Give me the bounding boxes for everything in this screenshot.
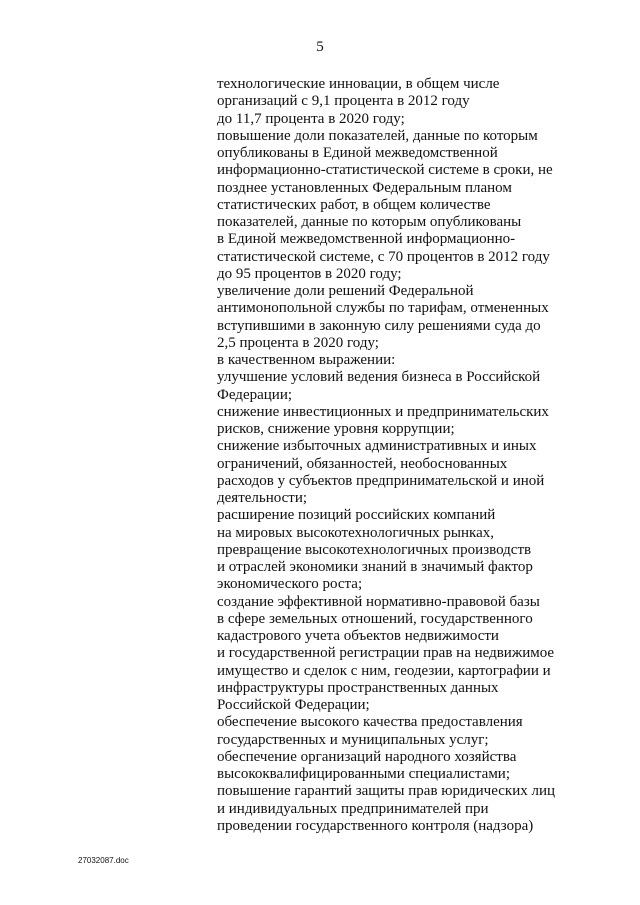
- footer-filename: 27032087.doc: [78, 856, 129, 865]
- text-line: в сфере земельных отношений, государственного: [217, 610, 533, 627]
- text-line: увеличение доли решений Федеральной: [217, 283, 474, 299]
- page-number: 5: [316, 39, 324, 55]
- text-line: показателей, данные по которым опубликованы: [217, 214, 522, 230]
- text-line: расходов у субъектов предпринимательской и иной: [217, 472, 545, 489]
- text-line: ограничений, обязанностей, необоснованных: [217, 455, 508, 472]
- text-line: опубликованы в Единой межведомственной: [217, 145, 498, 161]
- text-line: обеспечение высокого качества предоставления: [217, 714, 523, 731]
- text-line: превращение высокотехнологичных производств: [217, 541, 532, 558]
- text-line: высококвалифицированными специалистами;: [217, 766, 511, 782]
- text-line: повышение доли показателей, данные по которым: [217, 127, 538, 144]
- text-line: в Единой межведомственной информационно-: [217, 231, 516, 248]
- text-line: и государственной регистрации прав на недвижимое: [217, 645, 555, 662]
- text-line: Федерации;: [217, 386, 293, 403]
- text-line: до 95 процентов в 2020 году;: [217, 265, 402, 282]
- text-line: информационно-статистической системе в сроки, не: [217, 162, 553, 179]
- text-line: государственных и муниципальных услуг;: [217, 731, 489, 748]
- text-line: Российской Федерации;: [217, 697, 370, 713]
- text-line: до 11,7 процента в 2020 году;: [217, 110, 405, 127]
- text-line: позднее установленных Федеральным планом: [217, 179, 512, 196]
- text-line: обеспечение организаций народного хозяйства: [217, 748, 517, 765]
- text-line: инфраструктуры пространственных данных: [217, 679, 499, 696]
- text-line: в качественном выражении:: [217, 352, 396, 368]
- text-line: антимонопольной службы по тарифам, отмененных: [217, 300, 549, 317]
- body-text: [217, 76, 577, 835]
- text-line: снижение избыточных административных и иных: [217, 438, 537, 455]
- text-line: 2,5 процента в 2020 году;: [217, 334, 379, 351]
- text-line: создание эффективной нормативно-правовой базы: [217, 593, 540, 610]
- text-line: организаций с 9,1 процента в 2012 году: [217, 93, 470, 110]
- text-line: улучшение условий ведения бизнеса в Российской: [217, 369, 541, 386]
- text-line: статистической системе, с 70 процентов в 2012 году: [217, 248, 550, 265]
- text-line: на мировых высокотехнологичных рынках,: [217, 524, 494, 541]
- text-line: повышение гарантий защиты прав юридических лиц: [217, 783, 556, 800]
- text-line: расширение позиций российских компаний: [217, 507, 496, 524]
- text-line: снижение инвестиционных и предпринимательских: [217, 403, 549, 420]
- text-line: вступившими в законную силу решениями суда до: [217, 317, 541, 334]
- text-line: и отраслей экономики знаний в значимый фактор: [217, 559, 533, 575]
- text-line: рисков, снижение уровня коррупции;: [217, 421, 455, 437]
- text-line: технологические инновации, в общем числе: [217, 76, 500, 92]
- text-line: имущество и сделок с ним, геодезии, картографии и: [217, 662, 551, 679]
- text-line: экономического роста;: [217, 576, 363, 593]
- text-line: и индивидуальных предпринимателей при: [217, 800, 489, 817]
- text-line: деятельности;: [217, 490, 308, 506]
- text-line: проведении государственного контроля (надзора): [217, 817, 534, 834]
- text-line: статистических работ, в общем количестве: [217, 196, 491, 213]
- text-line: кадастрового учета объектов недвижимости: [217, 628, 499, 644]
